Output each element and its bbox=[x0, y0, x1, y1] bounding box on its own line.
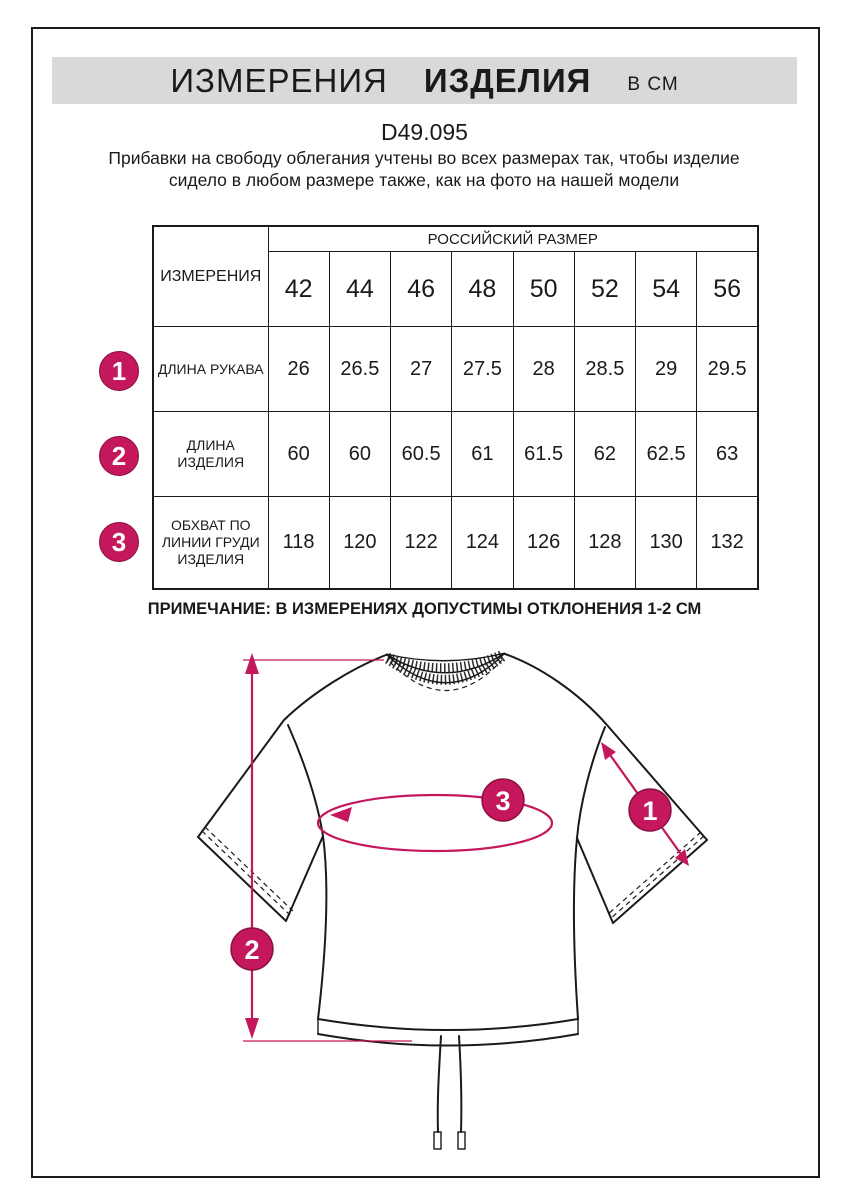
measurement-value-cell: 126 bbox=[513, 497, 574, 589]
row-badge-2: 2 bbox=[99, 436, 139, 476]
measurement-value-cell: 130 bbox=[636, 497, 697, 589]
measurement-value-cell: 29.5 bbox=[697, 327, 758, 412]
right-side-seam bbox=[574, 838, 578, 1019]
diagram-badge-2-label: 2 bbox=[244, 935, 260, 965]
measurement-value-cell: 62.5 bbox=[636, 412, 697, 497]
size-column-header: 46 bbox=[391, 252, 452, 327]
size-column-header: 54 bbox=[636, 252, 697, 327]
title-word-measurements: ИЗМЕРЕНИЯ bbox=[170, 61, 388, 99]
measurement-value-cell: 124 bbox=[452, 497, 513, 589]
measurement-value-cell: 122 bbox=[391, 497, 452, 589]
size-column-header: 48 bbox=[452, 252, 513, 327]
measurement-value-cell: 28 bbox=[513, 327, 574, 412]
measurement-value-cell: 27.5 bbox=[452, 327, 513, 412]
measurement-row-label: ДЛИНА ИЗДЕЛИЯ bbox=[153, 412, 268, 497]
diagram-badge-1-label: 1 bbox=[642, 796, 658, 826]
size-column-header: 42 bbox=[268, 252, 329, 327]
row-badge-1: 1 bbox=[99, 351, 139, 391]
fit-description: Прибавки на свободу облегания учтены во всех размерах так, чтобы изделие сидело в любом размере также, как на фото на нашей модели bbox=[108, 148, 740, 190]
measurement-value-cell: 63 bbox=[697, 412, 758, 497]
left-side-seam bbox=[318, 836, 326, 1019]
measurement-value-cell: 26 bbox=[268, 327, 329, 412]
title-bar bbox=[52, 57, 797, 104]
measurement-value-cell: 120 bbox=[329, 497, 390, 589]
size-column-header: 44 bbox=[329, 252, 390, 327]
measurement-value-cell: 60 bbox=[268, 412, 329, 497]
left-shoulder-sleeve-edge bbox=[198, 655, 386, 837]
measurement-value-cell: 28.5 bbox=[574, 327, 635, 412]
russian-size-header: РОССИЙСКИЙ РАЗМЕР bbox=[268, 226, 758, 252]
measurement-value-cell: 26.5 bbox=[329, 327, 390, 412]
measurement-value-cell: 62 bbox=[574, 412, 635, 497]
diagram-badge-3-label: 3 bbox=[495, 786, 511, 816]
tshirt-technical-drawing bbox=[0, 630, 849, 1190]
title-unit-cm: В СМ bbox=[627, 73, 679, 95]
product-code: D49.095 bbox=[381, 119, 468, 145]
size-column-header: 50 bbox=[513, 252, 574, 327]
measurement-row bbox=[153, 412, 758, 497]
size-column-header: 56 bbox=[697, 252, 758, 327]
drawstring-left bbox=[438, 1036, 441, 1132]
size-group-header-row bbox=[153, 226, 758, 252]
measurement-row-label: ОБХВАТ ПО ЛИНИИ ГРУДИ ИЗДЕЛИЯ bbox=[153, 497, 268, 589]
row-badge-3: 3 bbox=[99, 522, 139, 562]
measurements-column-header: ИЗМЕРЕНИЯ bbox=[153, 226, 268, 327]
measurement-value-cell: 60.5 bbox=[391, 412, 452, 497]
measurement-value-cell: 27 bbox=[391, 327, 452, 412]
measurement-value-cell: 29 bbox=[636, 327, 697, 412]
title-word-product: ИЗДЕЛИЯ bbox=[423, 61, 592, 99]
tolerance-note: ПРИМЕЧАНИЕ: В ИЗМЕРЕНИЯХ ДОПУСТИМЫ ОТКЛОНЕНИЯ 1-2 СМ bbox=[147, 600, 702, 618]
measurement-row-label: ДЛИНА РУКАВА bbox=[153, 327, 268, 412]
drawstring-aglet-right bbox=[458, 1132, 465, 1149]
measurement-row bbox=[153, 497, 758, 589]
measurement-value-cell: 128 bbox=[574, 497, 635, 589]
measurement-value-cell: 61.5 bbox=[513, 412, 574, 497]
right-armhole-seam bbox=[577, 727, 605, 838]
drawstring-aglet-left bbox=[434, 1132, 441, 1149]
measurement-value-cell: 60 bbox=[329, 412, 390, 497]
measurement-value-cell: 132 bbox=[697, 497, 758, 589]
measurement-row bbox=[153, 327, 758, 412]
measurement-value-cell: 118 bbox=[268, 497, 329, 589]
size-column-header: 52 bbox=[574, 252, 635, 327]
hem-top-edge bbox=[318, 1019, 578, 1030]
size-table bbox=[152, 225, 759, 590]
hem-bottom-edge bbox=[318, 1034, 578, 1046]
drawstring-right bbox=[459, 1036, 461, 1132]
measurement-value-cell: 61 bbox=[452, 412, 513, 497]
